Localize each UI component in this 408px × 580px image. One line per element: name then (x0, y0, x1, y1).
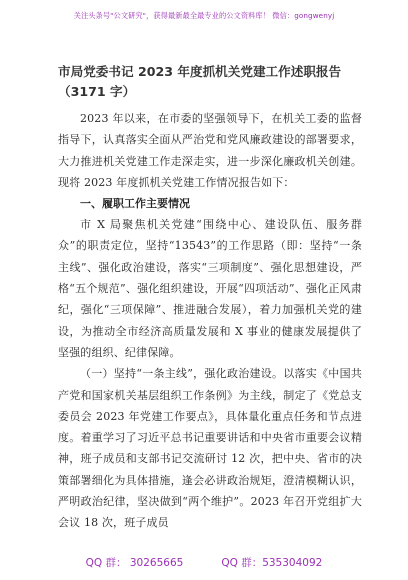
body-paragraph: （一）坚持“一条主线”，强化政治建设。以落实《中国共产党和国家机关基层组织工作条例》为主线，制定了《党总支委员会 2023 年党建工作要点》，具体量化重点任务和节点进度。着重学习了习近平总书记重要讲话和中央省市重要会议精神，班子成员和支部书记交流研讨 12 次，把中央、省市的决策部署细化为具体措施，逢会必讲政治规矩，澄清模糊认识，严明政治纪律，坚决做到“两个维护”。2023 年召开党组扩大会议 18 次，班子成员 (58, 367, 362, 530)
body-paragraph: 市 X 局聚焦机关党建“围绕中心、建设队伍、服务群众”的职责定位，坚持“13543”的工作思路（即：坚持“一条主线”、强化政治建设，落实“三项制度”、强化思想建设，严格“五个规范”、强化组织建设，开展“四项活动”、强化正风肃纪，强化“三项保障”、推进融合发展），着力加强机关党的建设，为推动全市经济高质量发展和 X 事业的健康发展提供了坚强的组织、纪律保障。 (58, 218, 362, 359)
qq-group-1: QQ 群： 30265665 (85, 557, 184, 569)
intro-paragraph: 2023 年以来，在市委的坚强领导下，在机关工委的监督指导下，认真落实全面从严治党和党风廉政建设的部署要求，大力推进机关党建工作走深走实，进一步深化廉政机关创建。现将 2023 年度抓机关党建工作情况报告如下： (58, 112, 362, 189)
document-body (58, 62, 362, 534)
footer-contacts (0, 555, 408, 570)
section-heading: 一、履职工作主要情况 (80, 197, 190, 211)
qq-group-2: QQ 群：535304092 (221, 557, 323, 569)
document-title: 市局党委书记 2023 年度抓机关党建工作述职报告（3171 字） (58, 64, 342, 99)
header-banner: 关注头条号"公文研究"，获得最新最全最专业的公文资料库！ 微信：gongwenyj (73, 11, 335, 20)
